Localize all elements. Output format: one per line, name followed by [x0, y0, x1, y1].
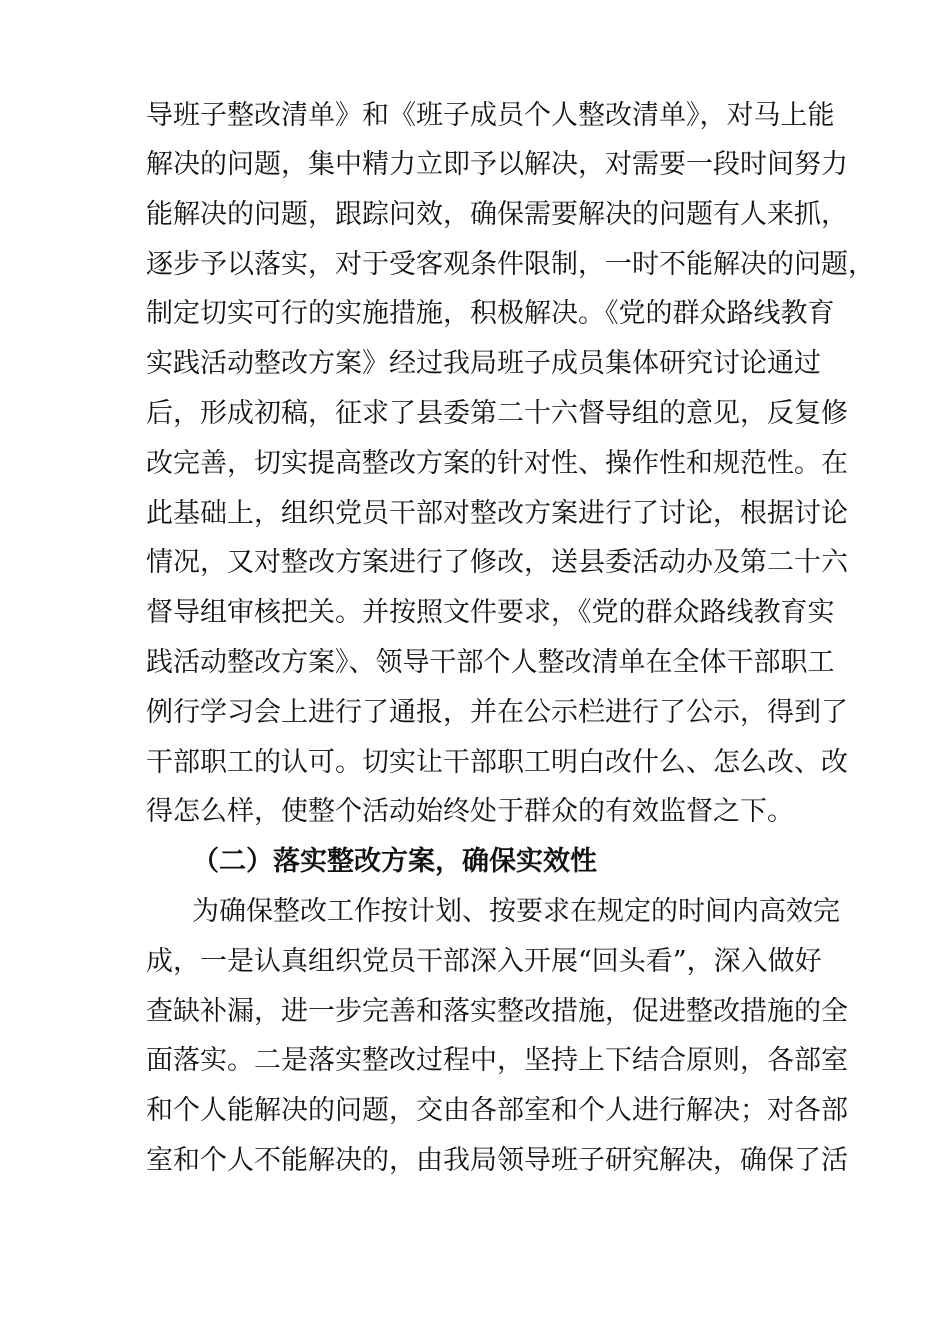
paragraph-line: 后，形成初稿，征求了县委第二十六督导组的意见，反复修	[146, 398, 848, 429]
paragraph-line: 制定切实可行的实施措施，积极解决。《党的群众路线教育	[146, 298, 835, 329]
paragraph-line: 督导组审核把关。并按照文件要求，《党的群众路线教育实	[146, 597, 835, 628]
paragraph-line: 干部职工的认可。切实让干部职工明白改什么、怎么改、改	[146, 747, 848, 778]
paragraph-line: 实践活动整改方案》经过我局班子成员集体研究讨论通过	[146, 348, 821, 379]
paragraph-line: 逐步予以落实，对于受客观条件限制，一时不能解决的问题，	[146, 249, 875, 280]
paragraph-line: 此基础上，组织党员干部对整改方案进行了讨论，根据讨论	[146, 498, 848, 529]
paragraph-line: 践活动整改方案》、领导干部个人整改清单在全体干部职工	[146, 647, 835, 678]
section-heading: （二）落实整改方案，确保实效性	[192, 846, 597, 877]
paragraph-line: 为确保整改工作按计划、按要求在规定的时间内高效完	[192, 896, 840, 927]
paragraph-line: 室和个人不能解决的，由我局领导班子研究解决，确保了活	[146, 1145, 848, 1176]
paragraph-line: 例行学习会上进行了通报，并在公示栏进行了公示，得到了	[146, 697, 848, 728]
paragraph-line: 能解决的问题，跟踪问效，确保需要解决的问题有人来抓，	[146, 199, 848, 230]
paragraph-line: 面落实。二是落实整改过程中，坚持上下结合原则，各部室	[146, 1045, 848, 1076]
paragraph-line: 改完善，切实提高整改方案的针对性、操作性和规范性。在	[146, 448, 848, 479]
paragraph-line: 成，一是认真组织党员干部深入开展“回头看”，深入做好	[146, 946, 822, 977]
paragraph-line: 导班子整改清单》和《班子成员个人整改清单》，对马上能	[146, 100, 835, 131]
paragraph-line: 查缺补漏，进一步完善和落实整改措施，促进整改措施的全	[146, 996, 848, 1027]
paragraph-line: 得怎么样，使整个活动始终处于群众的有效监督之下。	[146, 796, 794, 827]
paragraph-line: 解决的问题，集中精力立即予以解决，对需要一段时间努力	[146, 149, 848, 180]
paragraph-line: 和个人能解决的问题，交由各部室和个人进行解决；对各部	[146, 1095, 848, 1126]
paragraph-line: 情况，又对整改方案进行了修改，送县委活动办及第二十六	[146, 547, 848, 578]
